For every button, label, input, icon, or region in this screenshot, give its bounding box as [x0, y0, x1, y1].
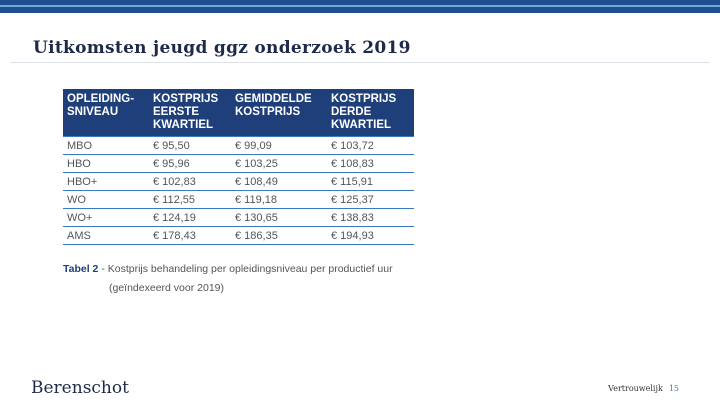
- cost-table: [63, 89, 414, 245]
- table-cell: HBO+: [63, 173, 149, 191]
- table-row: [63, 191, 414, 209]
- table-cell: € 108,83: [327, 155, 414, 173]
- table-cell: HBO: [63, 155, 149, 173]
- confidential-label: Vertrouwelijk: [608, 384, 663, 393]
- table-row: [63, 227, 414, 245]
- table-cell: € 125,37: [327, 191, 414, 209]
- table-cell: € 124,19: [149, 209, 231, 227]
- title-divider: [10, 62, 710, 63]
- table-cell: AMS: [63, 227, 149, 245]
- header-eerste-kwartiel: KOSTPRIJS EERSTE KWARTIEL: [149, 89, 231, 137]
- caption-line2: (geïndexeerd voor 2019): [109, 282, 224, 294]
- table-header-row: [63, 89, 414, 137]
- table-cell: € 95,50: [149, 137, 231, 155]
- table-cell: € 138,83: [327, 209, 414, 227]
- table-cell: WO: [63, 191, 149, 209]
- table-cell: € 186,35: [231, 227, 327, 245]
- caption-text: - Kostprijs behandeling per opleidingsniveau per productief uur: [98, 263, 393, 275]
- page-number: 15: [668, 384, 679, 393]
- table-cell: € 99,09: [231, 137, 327, 155]
- top-banner: [0, 0, 720, 13]
- table-cell: € 108,49: [231, 173, 327, 191]
- table-row: [63, 155, 414, 173]
- top-banner-stripe: [0, 5, 720, 7]
- caption-label: Tabel 2: [63, 263, 99, 275]
- table-cell: € 194,93: [327, 227, 414, 245]
- footer: [608, 384, 679, 393]
- table-cell: € 112,55: [149, 191, 231, 209]
- table-row: [63, 173, 414, 191]
- header-opleidingsniveau: OPLEIDING- SNIVEAU: [63, 89, 149, 137]
- table-cell: € 119,18: [231, 191, 327, 209]
- table-cell: € 103,25: [231, 155, 327, 173]
- header-derde-kwartiel: KOSTPRIJS DERDE KWARTIEL: [327, 89, 414, 137]
- slide-title: Uitkomsten jeugd ggz onderzoek 2019: [33, 38, 411, 58]
- table-cell: € 115,91: [327, 173, 414, 191]
- table-row: [63, 209, 414, 227]
- header-gemiddelde: GEMIDDELDE KOSTPRIJS: [231, 89, 327, 137]
- table-caption: [63, 260, 443, 298]
- table-cell: € 103,72: [327, 137, 414, 155]
- table-cell: € 102,83: [149, 173, 231, 191]
- table-cell: MBO: [63, 137, 149, 155]
- table-cell: WO+: [63, 209, 149, 227]
- brand-logo: Berenschot: [31, 378, 129, 398]
- table-cell: € 130,65: [231, 209, 327, 227]
- table-cell: € 95,96: [149, 155, 231, 173]
- table-cell: € 178,43: [149, 227, 231, 245]
- table-row: [63, 137, 414, 155]
